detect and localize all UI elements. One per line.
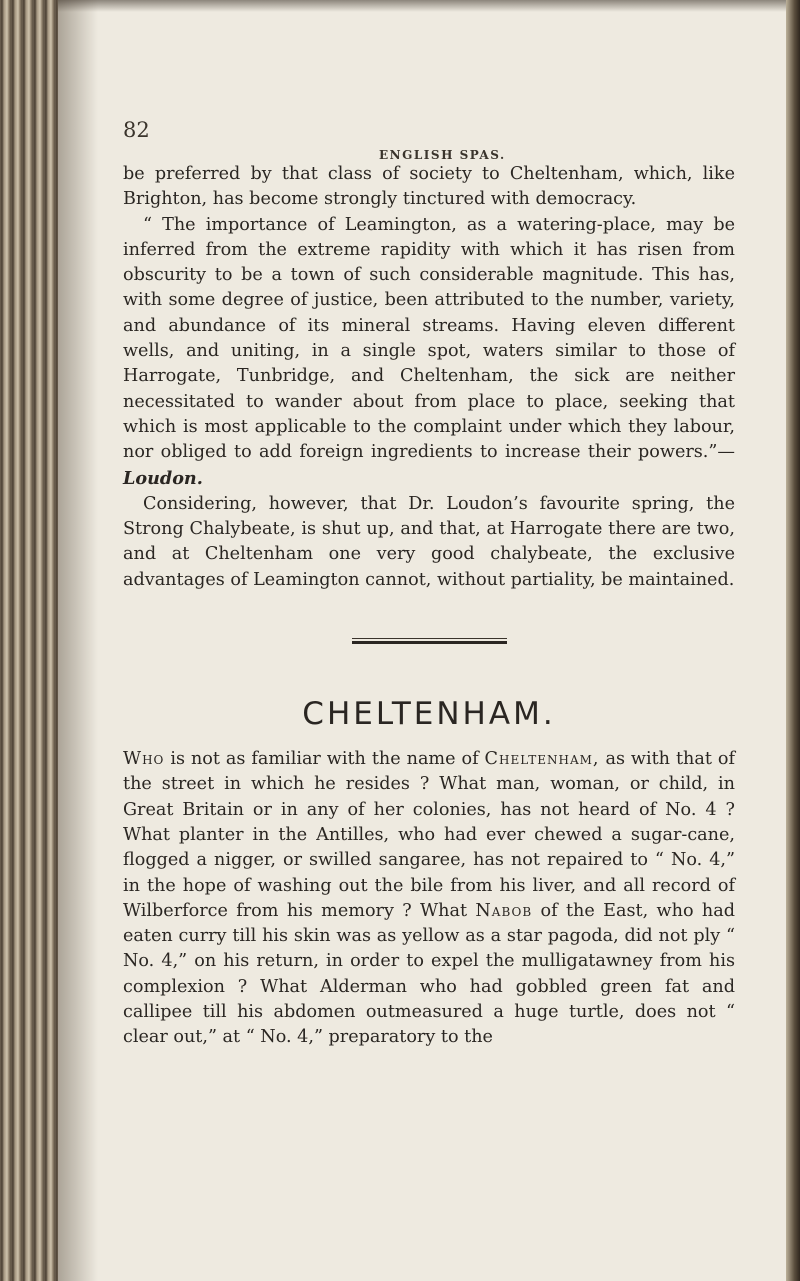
paragraph-considering — [123, 492, 735, 593]
small-caps-nabob: Nabob — [475, 900, 533, 921]
paragraph-text: of the East, who had eaten curry till his skin was as yellow as a star pagoda, did not ply “ No. 4,” on his return, in order to expel the mulligatawney from his complexion ? What Alderman who had gobbled green fat and callipee till his abdomen outmeasured a huge turtle, does not “ clear out,” at “ No. 4,” preparatory to the — [123, 900, 735, 1048]
page-header — [123, 118, 735, 162]
book-spine-edge — [0, 0, 58, 1281]
book-page — [123, 118, 735, 1051]
page-right-edge — [786, 0, 800, 1281]
paragraph-text: is not as familiar with the name of — [164, 749, 485, 770]
lead-word: Who — [123, 749, 165, 770]
page-number: 82 — [123, 118, 150, 142]
divider-thin-line — [352, 638, 507, 639]
paragraph-text: be preferred by that class of society to Cheltenham, which, like Brighton, has become strongly tinctured with democracy. — [123, 164, 735, 210]
paragraph-text: as with that of the street in which he resides ? What man, woman, or child, in Great Britain or in any of her colonies, has not heard of No. 4 ? What planter in the Antilles, who had ever chewed a sugar-cane, flogged a nigger, or swilled sangaree, has not repaired to “ No. 4,” in the hope of washing out the bile from his liver, and all record of Wilberforce from his memory ? What — [123, 749, 735, 921]
paragraph-text: “ The importance of Leamington, as a watering-place, may be inferred from the extreme rapidity with which it has risen from obscurity to be a town of such considerable magnitude. This has, with some degree of justice, been attributed to the number, variety, and abundance of its mineral streams. Having eleven different wells, and uniting, in a single spot, waters similar to those of Harrogate, Tunbridge, and Cheltenham, the sick are neither necessitated to wander about from place to place, seeking that which is most applicable to the complaint under which they labour, nor obliged to add foreign ingredients to increase their powers.”— — [123, 214, 735, 463]
paragraph-text: Considering, however, that Dr. Loudon’s favourite spring, the Strong Chalybeate, is shut up, and that, at Harrogate there are two, and at Cheltenham one very good chalybeate, the exclusive advantages of Leamington cannot, without partiality, be maintained. — [123, 493, 735, 590]
small-caps-cheltenham: Cheltenham, — [484, 749, 600, 770]
paragraph-cheltenham — [123, 747, 735, 1051]
paragraph-continuation — [123, 162, 735, 213]
gutter-shadow — [58, 0, 98, 1281]
divider-thick-line — [352, 641, 507, 644]
running-head: ENGLISH SPAS. — [379, 148, 506, 162]
quote-attribution: Loudon. — [123, 467, 203, 489]
top-shadow — [58, 0, 786, 12]
paragraph-quote — [123, 213, 735, 492]
section-divider — [352, 638, 507, 644]
section-title: CHELTENHAM. — [302, 696, 556, 733]
